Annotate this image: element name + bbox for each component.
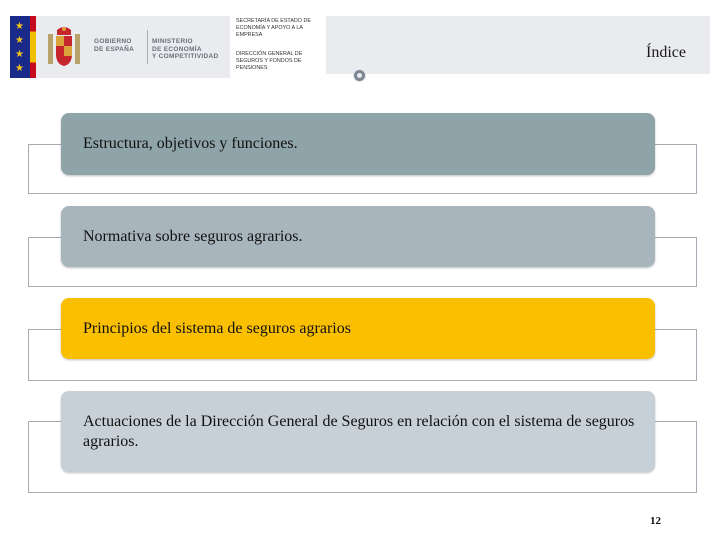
logo-divider [147,30,148,64]
ministry-name: MINISTERIO DE ECONOMÍA Y COMPETITIVIDAD [152,38,219,60]
index-item-3-active[interactable] [61,298,655,359]
coat-of-arms-icon [44,26,84,70]
index-item-1[interactable] [61,113,655,175]
spain-flag-stripes [30,16,36,78]
direccion-label: DIRECCIÓN GENERAL DE SEGUROS Y FONDOS DE PENSIONES [236,51,303,71]
index-item-label: Normativa sobre seguros agrarios. [83,227,303,245]
decorative-knob-icon [354,70,365,81]
index-item-2[interactable] [61,206,655,267]
eu-flag-icon: ★ ★ ★ ★ [10,16,30,78]
page-number: 12 [650,515,661,527]
slide-header [0,0,720,80]
government-logo-block [10,16,230,78]
secretaria-label: SECRETARÍA DE ESTADO DE ECONOMÍA Y APOYO A LA EMPRESA [232,16,326,46]
index-item-label: Principios del sistema de seguros agrarios [83,319,351,337]
header-band [326,16,710,74]
index-item-label: Actuaciones de la Dirección General de Seguros en relación con el sistema de seguros agrarios. [83,412,635,450]
index-item-label: Estructura, objetivos y funciones. [83,135,298,152]
index-item-4[interactable] [61,391,655,472]
page-title: Índice [646,44,686,61]
government-name: GOBIERNO DE ESPAÑA [94,38,135,53]
